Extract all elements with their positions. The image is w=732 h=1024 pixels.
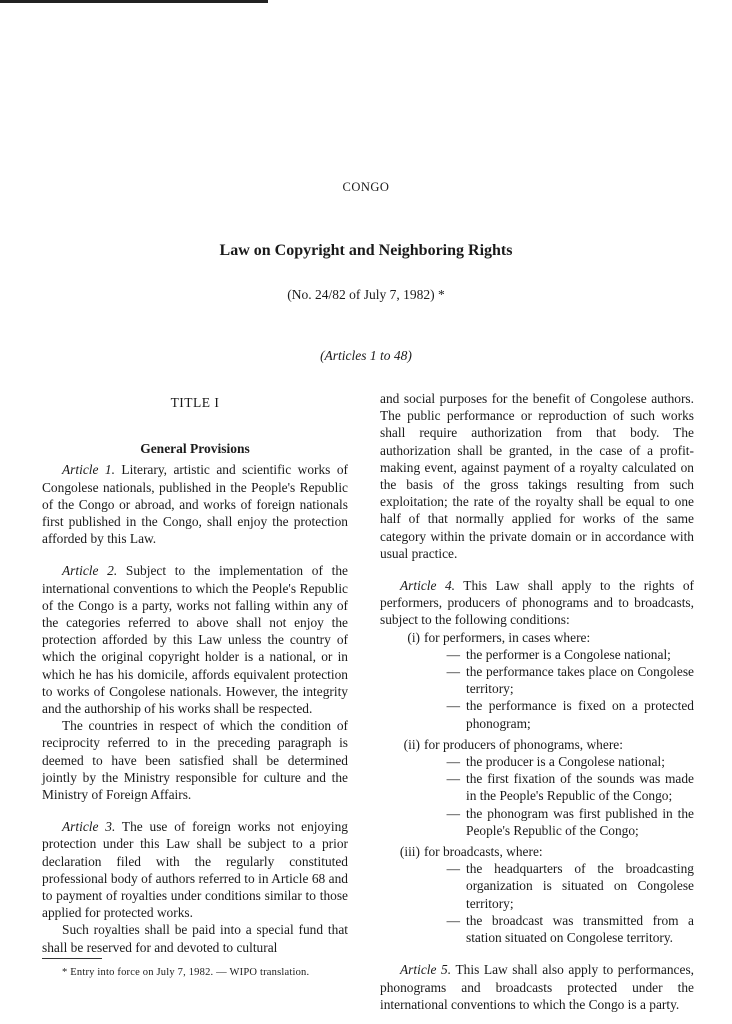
article-5-label: Article 5. [400,962,452,978]
list-item: — the first fixation of the sounds was made in the People's Republic of the Congo; [446,771,694,804]
condition-i-text: for performers, in cases where: [424,629,591,645]
condition-i-number: (i) [407,629,420,645]
article-5 [380,961,694,1013]
article-1-text: Literary, artistic and scientific works of Congolese nationals, published in the People's Republic of the Congo or abroad, and works of foreign nationals first published in the Congo, shall enjoy the protection afforded by this Law. [42,462,348,547]
law-number: (No. 24/82 of July 7, 1982) * [287,287,445,302]
list-item: — the performance takes place on Congolese territory; [446,664,694,697]
right-column [380,390,694,1013]
article-3-label: Article 3. [62,819,116,835]
article-2-text: Subject to the implementation of the international conventions to which the People's Republic of the Congo is a party, works not falling within any of the categories referred to above shall not enjoy the protection afforded by this Law unless the country of which the original copyright holder is a national, or in which he has his domicile, affords equivalent protection to works of Congolese nationals. However, the integrity and the authorship of his works shall be respected. [42,563,348,717]
article-2 [42,562,348,717]
condition-ii [380,736,694,839]
article-4-text: This Law shall apply to the rights of performers, producers of phonograms and to broadcasts, subject to the following conditions: [380,578,694,628]
condition-i [380,629,694,732]
article-3 [42,818,348,921]
condition-ii-text: for producers of phonograms, where: [424,736,623,752]
condition-ii-number: (ii) [403,736,420,752]
condition-iii-text: for broadcasts, where: [424,844,543,860]
article-4-label: Article 4. [400,578,455,594]
country-heading: CONGO [342,180,390,194]
list-item: — the phonogram was first published in the People's Republic of the Congo; [446,805,694,838]
list-item: — the headquarters of the broadcasting organization is situated on Congolese territory; [446,861,694,911]
title-label: TITLE I [170,395,220,410]
continuation-text: and social purposes for the benefit of Congolese authors. The public performance or reproduction of such works shall require authorization from that body. The authorization shall be granted, in the case of a profit-making event, against payment of a royalty calculated on the basis of the gross takings resulting from such exploitation; the rate of the royalty shall be equal to one half of that normally applied for works of the same category within the private domain or in accordance with usual practice. [380,391,694,561]
article-4 [380,577,694,629]
article-1-label: Article 1. [62,462,115,478]
list-item: — the performer is a Congolese national; [446,646,671,662]
page-title: Law on Copyright and Neighboring Rights [219,242,513,259]
top-rule [0,0,268,3]
article-2-label: Article 2. [62,563,118,579]
condition-iii [380,843,694,946]
article-3-text: The use of foreign works not enjoying protection under this Law shall be subject to a prior declaration filed with the regularly constituted professional body of authors referred to in Article 68 and to payment of royalties under conditions similar to those applied for protected works. [42,819,348,921]
article-5-text: This Law shall also apply to performances, phonograms and broadcasts protected under the international conventions to which the Congo is a party. [380,962,694,1012]
conditions-list [380,629,694,947]
footnote: * Entry into force on July 7, 1982. — WIPO translation. [62,967,310,978]
section-heading: General Provisions [140,441,250,457]
list-item: — the performance is fixed on a protected phonogram; [446,698,694,731]
article-2-para-2: The countries in respect of which the condition of reciprocity referred to in the preceding paragraph is deemed to have been satisfied shall be determined jointly by the Ministry responsible for culture and the Ministry of Foreign Affairs. [42,718,348,803]
left-column [42,390,348,956]
condition-iii-number: (iii) [399,844,420,860]
article-3-para-2: Such royalties shall be paid into a special fund that shall be reserved for and devoted to cultural [42,922,348,955]
article-1 [42,461,348,547]
footnote-divider [42,958,102,959]
list-item: — the producer is a Congolese national; [446,754,665,770]
list-item: — the broadcast was transmitted from a station situated on Congolese territory. [446,912,694,946]
articles-range: (Articles 1 to 48) [320,348,412,363]
